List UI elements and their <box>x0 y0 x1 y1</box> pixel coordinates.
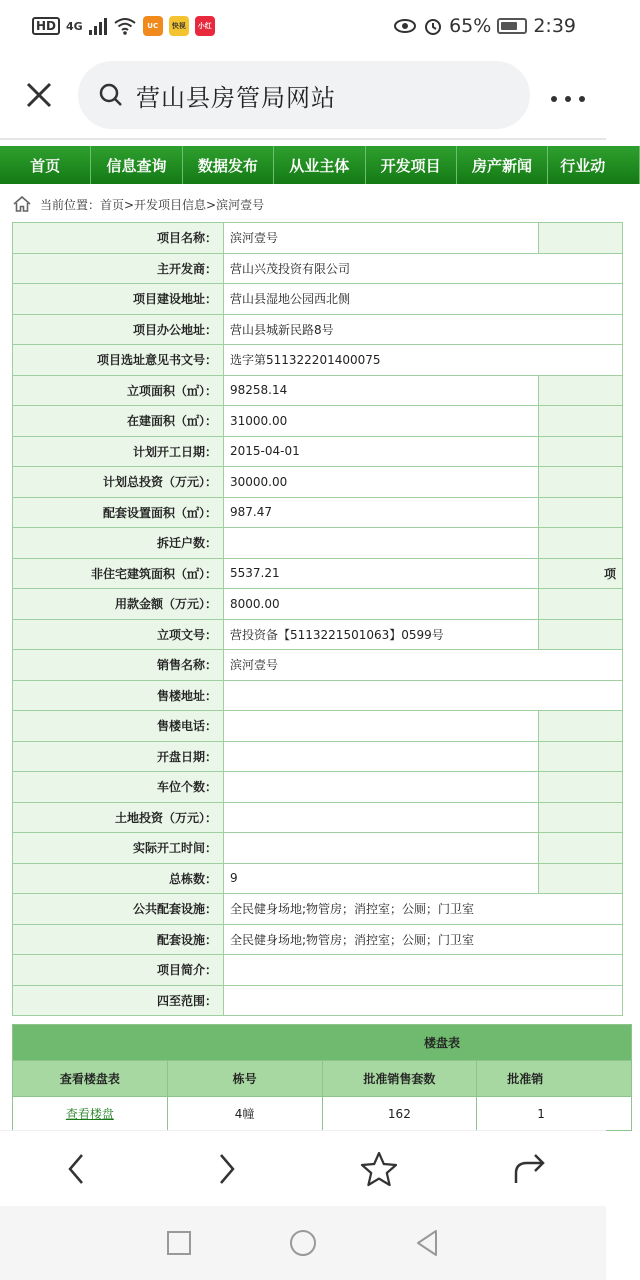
field-extra <box>539 589 623 620</box>
field-label: 开盘日期： <box>13 741 224 772</box>
nav-home[interactable]: 首页 <box>0 146 91 184</box>
nav-dev-projects[interactable]: 开发项目 <box>366 146 457 184</box>
home-circle-icon[interactable] <box>288 1228 318 1258</box>
field-value: 滨河壹号 <box>224 223 539 254</box>
field-value <box>224 711 539 742</box>
field-value: 全民健身场地;物管房；消控室；公厕；门卫室 <box>224 894 623 925</box>
table-row <box>13 833 623 864</box>
recents-square-icon[interactable] <box>166 1230 192 1256</box>
field-label: 非住宅建筑面积（㎡）： <box>13 558 224 589</box>
approved-extra-cell: 1 <box>477 1097 632 1131</box>
field-label: 售楼地址： <box>13 680 224 711</box>
field-label: 项目选址意见书文号： <box>13 345 224 376</box>
table-row <box>13 650 623 681</box>
field-value <box>224 741 539 772</box>
alarm-icon <box>423 16 443 36</box>
field-value <box>224 802 539 833</box>
signal-icon <box>89 17 107 35</box>
col-approved-extra: 批准销 <box>477 1061 632 1097</box>
field-value <box>224 955 623 986</box>
field-value <box>224 772 539 803</box>
table-row <box>13 497 623 528</box>
table-row <box>13 375 623 406</box>
building-table <box>12 1024 632 1131</box>
table-row <box>13 863 623 894</box>
field-value <box>224 680 623 711</box>
field-label: 项目简介： <box>13 955 224 986</box>
field-label: 项目办公地址： <box>13 314 224 345</box>
building-table-header <box>13 1061 632 1097</box>
field-extra <box>539 619 623 650</box>
field-extra <box>539 467 623 498</box>
table-row <box>13 223 623 254</box>
col-view-table: 查看楼盘表 <box>13 1061 168 1097</box>
field-value <box>224 985 623 1016</box>
nav-housing-news[interactable]: 房产新闻 <box>457 146 548 184</box>
table-row <box>13 589 623 620</box>
breadcrumb-text: 当前位置：首页>开发项目信息>滨河壹号 <box>40 197 265 212</box>
field-extra <box>539 528 623 559</box>
col-approved-units: 批准销售套数 <box>322 1061 477 1097</box>
table-row <box>13 253 623 284</box>
field-label: 实际开工时间： <box>13 833 224 864</box>
field-label: 土地投资（万元）： <box>13 802 224 833</box>
field-label: 立项面积（㎡）： <box>13 375 224 406</box>
building-table-title-row <box>13 1025 632 1061</box>
wifi-icon <box>113 17 137 35</box>
approved-units-cell: 162 <box>322 1097 477 1131</box>
field-value: 987.47 <box>224 497 539 528</box>
field-extra <box>539 375 623 406</box>
table-row <box>13 894 623 925</box>
table-row <box>13 284 623 315</box>
table-row <box>13 924 623 955</box>
field-value: 98258.14 <box>224 375 539 406</box>
table-row <box>13 467 623 498</box>
chevron-right-icon <box>217 1153 237 1185</box>
site-nav <box>0 146 640 184</box>
table-row <box>13 345 623 376</box>
forward-button[interactable] <box>152 1153 304 1185</box>
view-building-link[interactable]: 查看楼盘 <box>65 1107 114 1121</box>
field-label: 公共配套设施： <box>13 894 224 925</box>
kuaishi-app-icon: 快视 <box>169 16 189 36</box>
back-triangle-icon[interactable] <box>414 1229 440 1257</box>
field-label: 四至范围： <box>13 985 224 1016</box>
field-extra <box>539 223 623 254</box>
field-extra: 项 <box>539 558 623 589</box>
close-icon <box>25 81 53 109</box>
field-value: 营山兴茂投资有限公司 <box>224 253 623 284</box>
field-value: 营投资备【5113221501063】0599号 <box>224 619 539 650</box>
header-divider <box>0 138 606 140</box>
field-label: 总栋数： <box>13 863 224 894</box>
chevron-left-icon <box>66 1153 86 1185</box>
field-value: 31000.00 <box>224 406 539 437</box>
field-value: 营山县城新民路8号 <box>224 314 623 345</box>
browser-top-bar <box>0 52 606 138</box>
field-label: 售楼电话： <box>13 711 224 742</box>
field-value: 营山县湿地公园西北侧 <box>224 284 623 315</box>
table-row <box>13 741 623 772</box>
field-label: 主开发商： <box>13 253 224 284</box>
field-label: 销售名称： <box>13 650 224 681</box>
table-row <box>13 314 623 345</box>
field-label: 计划开工日期： <box>13 436 224 467</box>
field-value: 9 <box>224 863 539 894</box>
table-row <box>13 772 623 803</box>
field-value <box>224 528 539 559</box>
building-no-cell: 4幢 <box>167 1097 322 1131</box>
home-icon <box>12 195 32 213</box>
field-label: 在建面积（㎡）： <box>13 406 224 437</box>
field-label: 拆迁户数： <box>13 528 224 559</box>
nav-industry[interactable]: 行业动 <box>548 146 640 184</box>
battery-percent: 65% <box>449 15 492 37</box>
nav-practitioners[interactable]: 从业主体 <box>274 146 365 184</box>
col-building-no: 栋号 <box>167 1061 322 1097</box>
table-row <box>13 955 623 986</box>
field-label: 计划总投资（万元）： <box>13 467 224 498</box>
field-value: 全民健身场地;物管房；消控室；公厕；门卫室 <box>224 924 623 955</box>
field-extra <box>539 497 623 528</box>
network-type: 4G <box>66 19 83 33</box>
favorite-button[interactable] <box>303 1151 455 1187</box>
building-table-title: 楼盘表 <box>13 1025 632 1061</box>
uc-browser-icon: UC <box>143 16 163 36</box>
table-row <box>13 436 623 467</box>
field-extra <box>539 711 623 742</box>
field-extra <box>539 406 623 437</box>
field-label: 用款金额（万元）： <box>13 589 224 620</box>
table-row <box>13 711 623 742</box>
clock-time: 2:39 <box>533 15 576 37</box>
field-value: 8000.00 <box>224 589 539 620</box>
field-label: 配套设施： <box>13 924 224 955</box>
eye-icon <box>393 18 417 34</box>
table-row <box>13 680 623 711</box>
table-row <box>13 528 623 559</box>
field-label: 配套设置面积（㎡）： <box>13 497 224 528</box>
breadcrumb <box>0 192 264 216</box>
field-value: 2015-04-01 <box>224 436 539 467</box>
table-row <box>13 1097 632 1131</box>
status-bar <box>0 0 606 52</box>
field-extra <box>539 436 623 467</box>
view-building-cell <box>13 1097 168 1131</box>
table-row <box>13 406 623 437</box>
field-extra <box>539 802 623 833</box>
table-row <box>13 802 623 833</box>
browser-bottom-bar <box>0 1130 606 1206</box>
table-row <box>13 985 623 1016</box>
field-value <box>224 833 539 864</box>
field-label: 项目名称： <box>13 223 224 254</box>
page-title: 营山县房管局网站 <box>136 83 336 112</box>
battery-icon <box>497 18 527 34</box>
field-label: 车位个数： <box>13 772 224 803</box>
back-button[interactable] <box>0 1153 152 1185</box>
web-page-viewport <box>0 146 616 1130</box>
field-extra <box>539 772 623 803</box>
field-extra <box>539 741 623 772</box>
field-value: 5537.21 <box>224 558 539 589</box>
more-menu-button[interactable] <box>530 80 606 110</box>
field-value: 30000.00 <box>224 467 539 498</box>
project-info-table <box>12 222 623 1016</box>
more-dots-icon <box>550 95 586 103</box>
nav-data-release[interactable]: 数据发布 <box>183 146 274 184</box>
share-arrow-icon <box>513 1153 547 1185</box>
table-row <box>13 619 623 650</box>
system-nav-bar <box>0 1206 606 1280</box>
nav-info-query[interactable]: 信息查询 <box>91 146 182 184</box>
field-label: 立项文号： <box>13 619 224 650</box>
xiaohongshu-app-icon: 小红书 <box>195 16 215 36</box>
field-extra <box>539 863 623 894</box>
close-button[interactable] <box>0 52 78 138</box>
field-value: 滨河壹号 <box>224 650 623 681</box>
field-extra <box>539 833 623 864</box>
field-value: 选字第511322201400075 <box>224 345 623 376</box>
star-icon <box>360 1151 398 1187</box>
table-row <box>13 558 623 589</box>
field-label: 项目建设地址： <box>13 284 224 315</box>
address-bar[interactable] <box>78 61 530 129</box>
hd-indicator: HD <box>32 17 60 35</box>
search-icon <box>98 82 124 108</box>
share-button[interactable] <box>455 1153 607 1185</box>
